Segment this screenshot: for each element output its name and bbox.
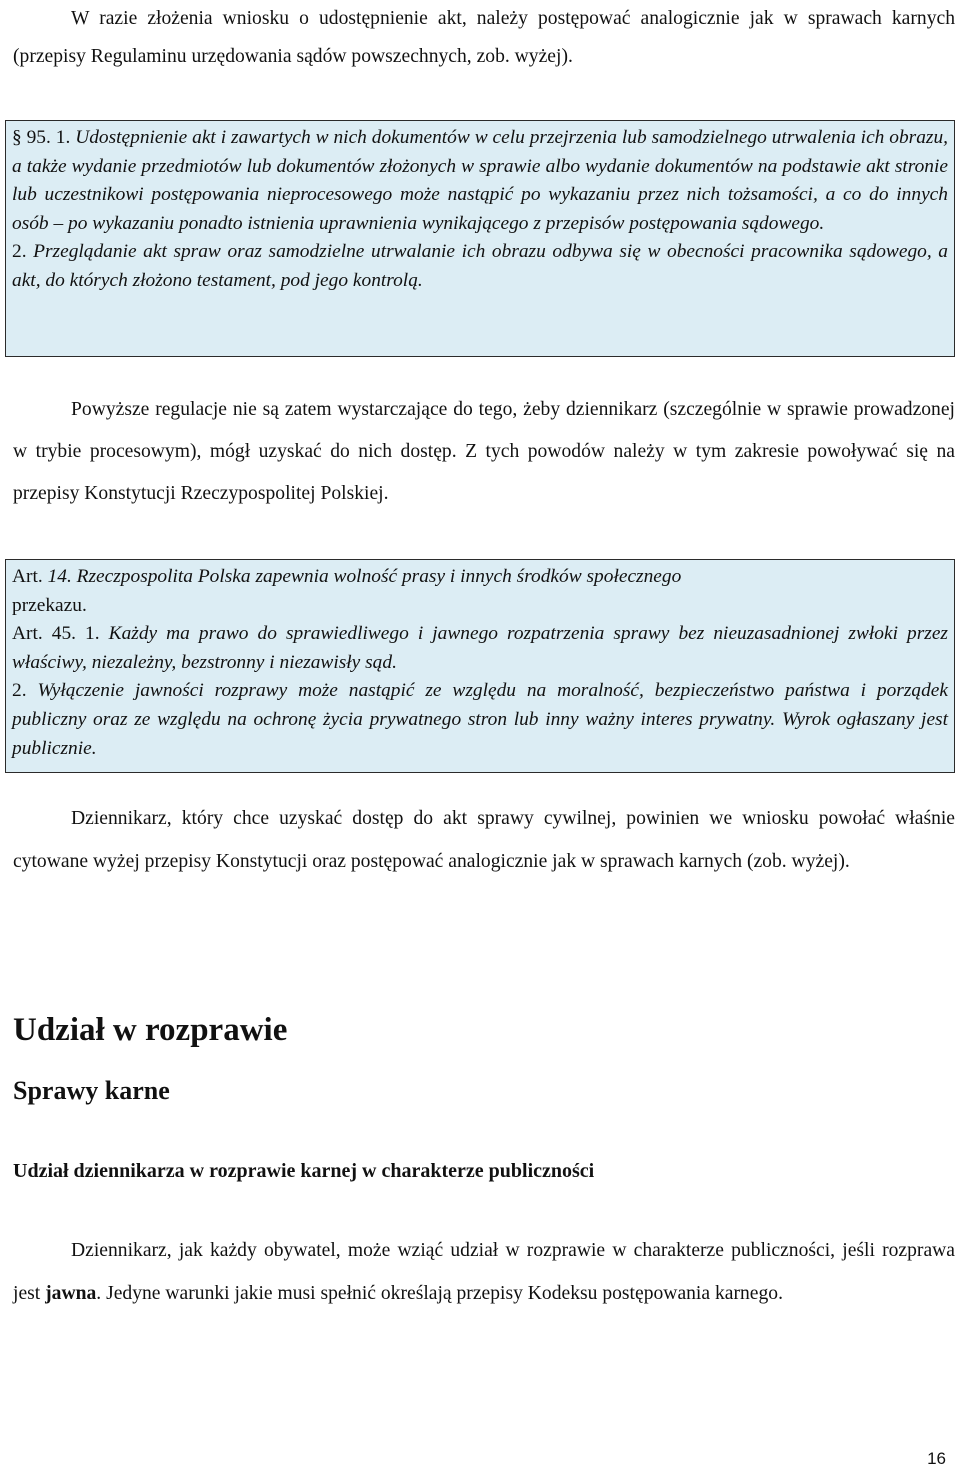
article-45-1-head: Art. 45. 1. [12,623,100,645]
constitution-paragraph [13,389,955,515]
civil-case-paragraph-text: Dziennikarz, który chce uzyskać dostęp do akt sprawy cywilnej, powinien we wniosku powołać właśnie cytowane wyżej przepisy Konstytucji oraz postępować analogicznie jak w sprawach karnych (zob. wyżej). [13,808,955,872]
subsection-heading: Sprawy karne [13,1076,170,1105]
article-45-2-head: 2. [12,680,27,702]
topic-heading: Udział dziennikarza w rozprawie karnej w charakterze publiczności [13,1160,595,1182]
section-95-1-head: § 95. 1. [12,127,71,148]
participation-text-before: Dziennikarz, jak każdy obywatel, może wziąć udział w rozprawie w charakterze publiczności, jeśli rozprawa jest [13,1240,955,1304]
section-95-2-text: Przeglądanie akt spraw oraz samodzielne utrwalanie ich obrazu odbywa się w obecności pracownika sądowego, a akt, do których złożono testament, pod jego kontrolą. [12,241,948,291]
article-14-head: Art. [12,566,43,587]
section-95-1-text: Udostępnienie akt i zawartych w nich dokumentów w celu przejrzenia lub samodzielnego utrwalenia ich obrazu, a także wydanie przedmiotów lub dokumentów złożonych w sprawie albo wydanie dokumentów na podstawie akt stronie lub uczestnikowi postępowania nieprocesowego może nastąpić po wykazaniu przez nich tożsamości, a co do innych osób – po wykazaniu ponadto istnienia uprawnienia wynikającego z przepisów postępowania sądowego. [12,127,948,234]
section-heading: Udział w rozprawie [13,1012,288,1048]
regulation-quote-box [5,120,955,357]
participation-text-after: . Jedyne warunki jakie musi spełnić określają przepisy Kodeksu postępowania karnego. [96,1283,783,1304]
section-95-2-head: 2. [12,241,27,263]
participation-text-bold: jawna [45,1283,97,1304]
civil-case-paragraph [13,797,955,883]
article-14-text: 14. Rzeczpospolita Polska zapewnia wolność prasy i innych środków społecznego [47,566,682,587]
constitution-quote-box [5,559,955,773]
intro-paragraph [13,0,955,76]
intro-paragraph-text: W razie złożenia wniosku o udostępnienie akt, należy postępować analogicznie jak w sprawach karnych (przepisy Regulaminu urzędowania sądów powszechnych, zob. wyżej). [13,8,955,67]
article-14-tail: przekazu. [12,594,87,616]
constitution-paragraph-text: Powyższe regulacje nie są zatem wystarczające do tego, żeby dziennikarz (szczególnie w sprawie prowadzonej w trybie procesowym), mógł uzyskać do nich dostęp. Z tych powodów należy w tym zakresie powoływać się na przepisy Konstytucji Rzeczypospolitej Polskiej. [13,399,955,504]
participation-paragraph [13,1229,955,1315]
page-number: 16 [927,1449,946,1468]
article-45-2-text: Wyłączenie jawności rozprawy może nastąpić ze względu na moralność, bezpieczeństwo państwa i porządek publiczny oraz ze względu na ochronę życia prywatnego stron lub inny ważny interes prywatny. Wyrok ogłaszany jest publicznie. [12,680,948,759]
article-45-1-text: Każdy ma prawo do sprawiedliwego i jawnego rozpatrzenia sprawy bez nieuzasadnionej zwłoki przez właściwy, niezależny, bezstronny i niezawisły sąd. [12,623,948,673]
